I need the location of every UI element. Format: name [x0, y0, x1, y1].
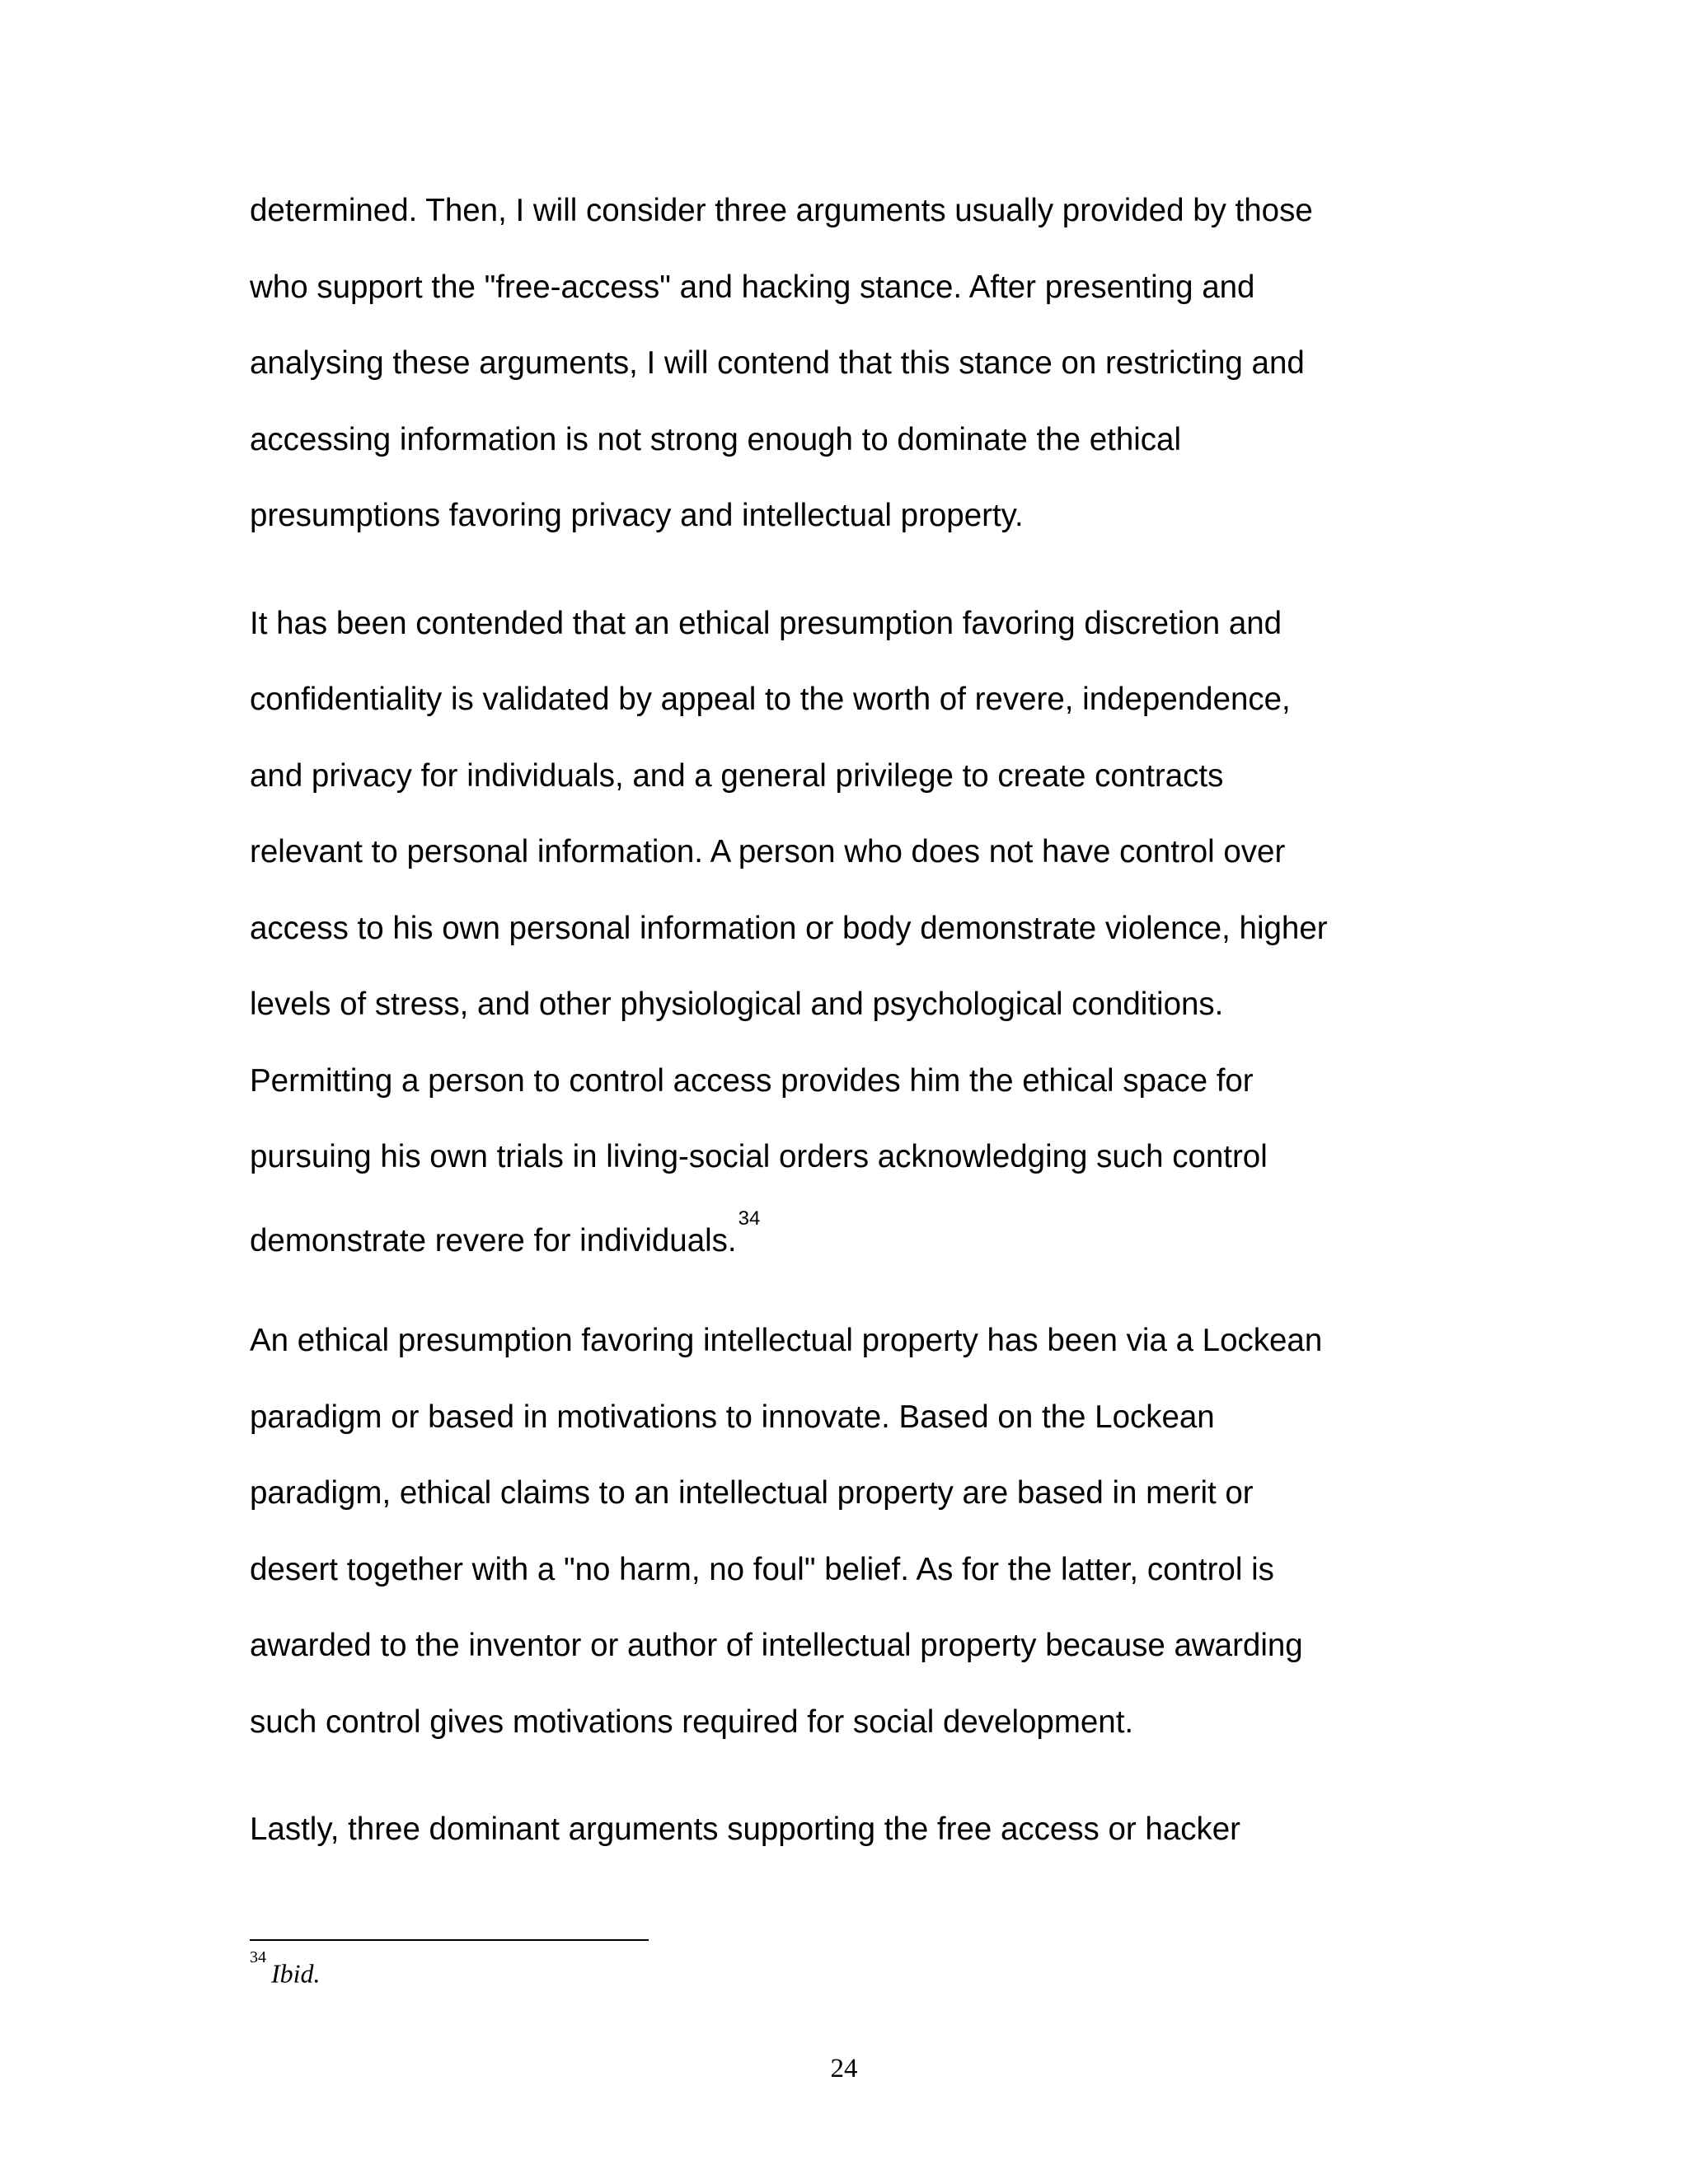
text-line: confidentiality is validated by appeal to the worth of revere, independence,: [250, 682, 1291, 717]
text-line: An ethical presumption favoring intellectual property has been via a Lockean: [250, 1323, 1323, 1358]
text-line: accessing information is not strong enough to dominate the ethical: [250, 421, 1182, 457]
text-line: desert together with a "no harm, no foul" belief. As for the latter, control is: [250, 1551, 1274, 1587]
paragraph-2: [250, 586, 1453, 1272]
text-line: Permitting a person to control access provides him the ethical space for: [250, 1062, 1254, 1099]
text-line: determined. Then, I will consider three arguments usually provided by those: [250, 193, 1313, 228]
paragraph-4: [250, 1792, 1453, 1868]
footnote-separator: [250, 1939, 649, 1941]
text-line: paradigm, ethical claims to an intellectual property are based in merit or: [250, 1475, 1254, 1511]
text-line: presumptions favoring privacy and intellectual property.: [250, 498, 1024, 533]
page-number: 24: [830, 2054, 858, 2083]
text-line: analysing these arguments, I will contend that this stance on restricting and: [250, 345, 1305, 381]
text-line: access to his own personal information or body demonstrate violence, higher: [250, 910, 1328, 946]
text-line-content: demonstrate revere for individuals.: [250, 1222, 737, 1258]
text-line: levels of stress, and other physiological and psychological conditions.: [250, 987, 1224, 1022]
text-line: pursuing his own trials in living-social orders acknowledging such control: [250, 1139, 1268, 1174]
paragraph-3: [250, 1303, 1453, 1760]
footnote: [250, 1948, 321, 1990]
text-line: who support the "free-access" and hacking stance. After presenting and: [250, 269, 1255, 305]
text-line: Lastly, three dominant arguments supporting the free access or hacker: [250, 1811, 1240, 1847]
text-line: It has been contended that an ethical presumption favoring discretion and: [250, 605, 1282, 641]
paragraph-1: [250, 173, 1453, 555]
text-line: awarded to the inventor or author of intellectual property because awarding: [250, 1628, 1303, 1663]
body-text: [250, 173, 1453, 1868]
text-line: such control gives motivations required for social development.: [250, 1704, 1134, 1740]
footnote-number: 34: [250, 1948, 266, 1966]
text-line: paradigm or based in motivations to innovate. Based on the Lockean: [250, 1399, 1215, 1435]
text-line: relevant to personal information. A person who does not have control over: [250, 834, 1286, 869]
footnote-text: Ibid.: [271, 1958, 321, 1989]
text-line-with-footnote: [250, 1196, 1453, 1272]
footnote-reference[interactable]: 34: [738, 1207, 761, 1230]
text-line: and privacy for individuals, and a general privilege to create contracts: [250, 757, 1224, 794]
